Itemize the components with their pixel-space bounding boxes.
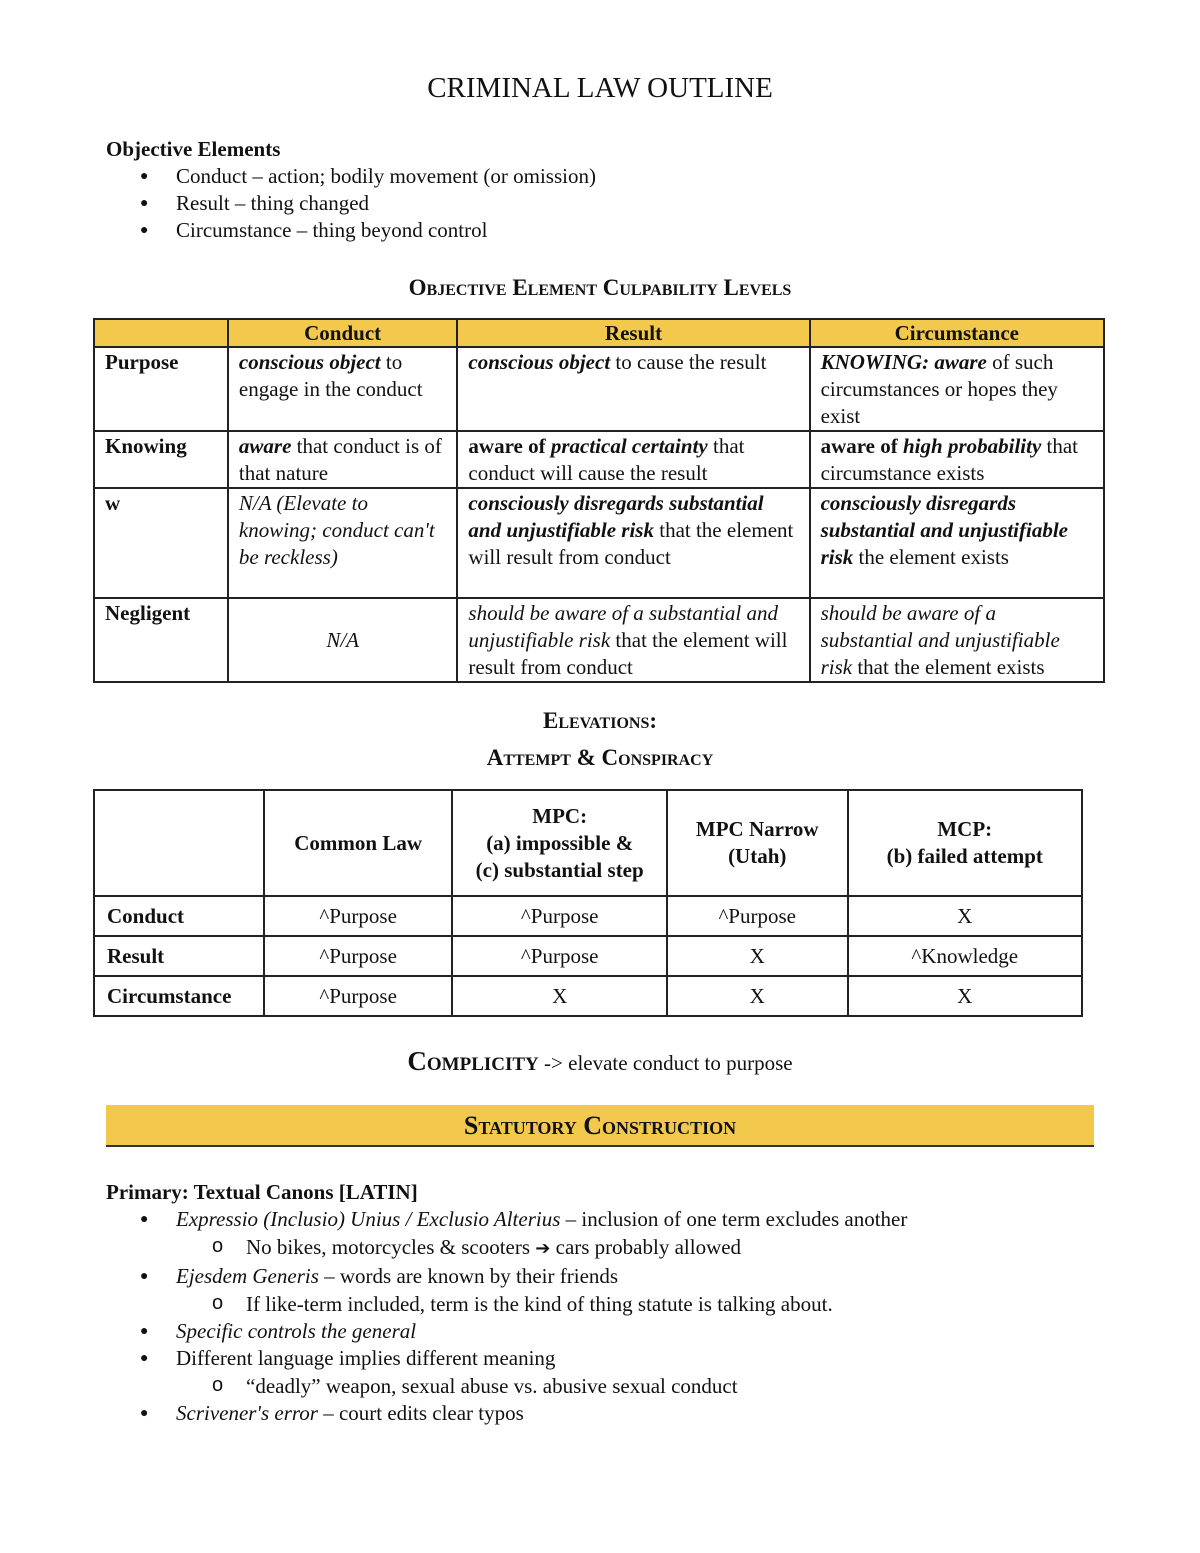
row-label: Knowing bbox=[94, 431, 228, 488]
list-item: ● Scrivener's error – court edits clear typos bbox=[106, 1400, 1106, 1427]
table-cell: ^Purpose bbox=[264, 936, 453, 976]
statutory-construction-banner: Statutory Construction bbox=[106, 1105, 1094, 1147]
table-row bbox=[94, 488, 1104, 598]
header-mcp: MCP: (b) failed attempt bbox=[848, 790, 1082, 896]
table-cell: aware that conduct is of that nature bbox=[228, 431, 458, 488]
list-item: ● Expressio (Inclusio) Unius / Exclusio Alterius – inclusion of one term excludes another o No bikes, motorcycles & scooters ➔ cars probably allowed bbox=[106, 1206, 1106, 1263]
list-item: ● Different language implies different meaning o “deadly” weapon, sexual abuse vs. abusive sexual conduct bbox=[106, 1345, 1106, 1400]
culpability-heading: Objective Element Culpability Levels bbox=[408, 275, 792, 300]
table-cell: ^Purpose bbox=[452, 896, 667, 936]
table-row bbox=[94, 976, 1082, 1016]
table-cell: X bbox=[848, 896, 1082, 936]
table-row bbox=[94, 347, 1104, 431]
table-row bbox=[94, 896, 1082, 936]
list-item: ● Conduct – action; bodily movement (or omission) bbox=[106, 163, 1106, 190]
header-result: Result bbox=[457, 319, 809, 347]
objective-elements-label: Objective Elements bbox=[106, 137, 281, 161]
table-cell: should be aware of a substantial and unjustifiable risk that the element exists bbox=[810, 598, 1104, 682]
table-cell: conscious object to engage in the conduct bbox=[228, 347, 458, 431]
complicity-text: -> elevate conduct to purpose bbox=[538, 1051, 793, 1075]
header-conduct: Conduct bbox=[228, 319, 458, 347]
list-item: ● Circumstance – thing beyond control bbox=[106, 217, 1106, 244]
table-cell: aware of high probability that circumstance exists bbox=[810, 431, 1104, 488]
table-cell: ^Purpose bbox=[264, 976, 453, 1016]
table-row bbox=[94, 598, 1104, 682]
table-cell: X bbox=[452, 976, 667, 1016]
page-title: CRIMINAL LAW OUTLINE bbox=[427, 72, 773, 104]
row-label: w bbox=[94, 488, 228, 598]
row-label: Result bbox=[94, 936, 264, 976]
list-item: ● Result – thing changed bbox=[106, 190, 1106, 217]
complicity-line bbox=[0, 1046, 1200, 1077]
textual-canons-label: Primary: Textual Canons [LATIN] bbox=[106, 1180, 418, 1204]
elevations-table bbox=[93, 789, 1083, 1017]
elevations-heading: Elevations: bbox=[543, 708, 657, 733]
header-blank bbox=[94, 319, 228, 347]
header-blank bbox=[94, 790, 264, 896]
table-cell: X bbox=[848, 976, 1082, 1016]
row-label: Negligent bbox=[94, 598, 228, 682]
header-mpc-narrow: MPC Narrow (Utah) bbox=[667, 790, 848, 896]
row-label: Conduct bbox=[94, 896, 264, 936]
sub-list-item: o “deadly” weapon, sexual abuse vs. abusive sexual conduct bbox=[106, 1372, 1106, 1400]
table-cell: KNOWING: aware of such circumstances or hopes they exist bbox=[810, 347, 1104, 431]
table-cell: aware of practical certainty that conduct will cause the result bbox=[457, 431, 809, 488]
canons-list bbox=[106, 1206, 1106, 1427]
table-cell: consciously disregards substantial and unjustifiable risk that the element will result from conduct bbox=[457, 488, 809, 598]
table-cell: should be aware of a substantial and unjustifiable risk that the element will result from conduct bbox=[457, 598, 809, 682]
table-cell: ^Purpose bbox=[264, 896, 453, 936]
table-cell: X bbox=[667, 976, 848, 1016]
sub-list-item: o If like-term included, term is the kind of thing statute is talking about. bbox=[106, 1290, 1106, 1318]
objective-elements-section bbox=[106, 136, 1106, 244]
table-cell: consciously disregards substantial and unjustifiable risk the element exists bbox=[810, 488, 1104, 598]
header-circumstance: Circumstance bbox=[810, 319, 1104, 347]
table-cell: conscious object to cause the result bbox=[457, 347, 809, 431]
table-row bbox=[94, 936, 1082, 976]
attempt-conspiracy-heading: Attempt & Conspiracy bbox=[486, 745, 714, 770]
sub-list-item: o No bikes, motorcycles & scooters ➔ cars probably allowed bbox=[106, 1233, 1106, 1263]
culpability-table bbox=[93, 318, 1105, 683]
table-cell: ^Purpose bbox=[452, 936, 667, 976]
list-item: ● Ejesdem Generis – words are known by their friends o If like-term included, term is the kind of thing statute is talking about. bbox=[106, 1263, 1106, 1318]
row-label: Purpose bbox=[94, 347, 228, 431]
right-arrow-icon: ➔ bbox=[535, 1238, 551, 1259]
list-item: ● Specific controls the general bbox=[106, 1318, 1106, 1345]
objective-elements-list bbox=[106, 163, 1106, 244]
statutory-section bbox=[106, 1179, 1106, 1427]
table-header-row bbox=[94, 790, 1082, 896]
table-cell: ^Purpose bbox=[667, 896, 848, 936]
header-mpc: MPC: (a) impossible & (c) substantial step bbox=[452, 790, 667, 896]
complicity-word: Complicity bbox=[407, 1046, 539, 1076]
table-cell: N/A (Elevate to knowing; conduct can't be reckless) bbox=[228, 488, 458, 598]
row-label: Circumstance bbox=[94, 976, 264, 1016]
table-cell: N/A bbox=[228, 598, 458, 682]
header-common-law: Common Law bbox=[264, 790, 453, 896]
table-row bbox=[94, 431, 1104, 488]
table-cell: X bbox=[667, 936, 848, 976]
table-cell: ^Knowledge bbox=[848, 936, 1082, 976]
table-header-row bbox=[94, 319, 1104, 347]
